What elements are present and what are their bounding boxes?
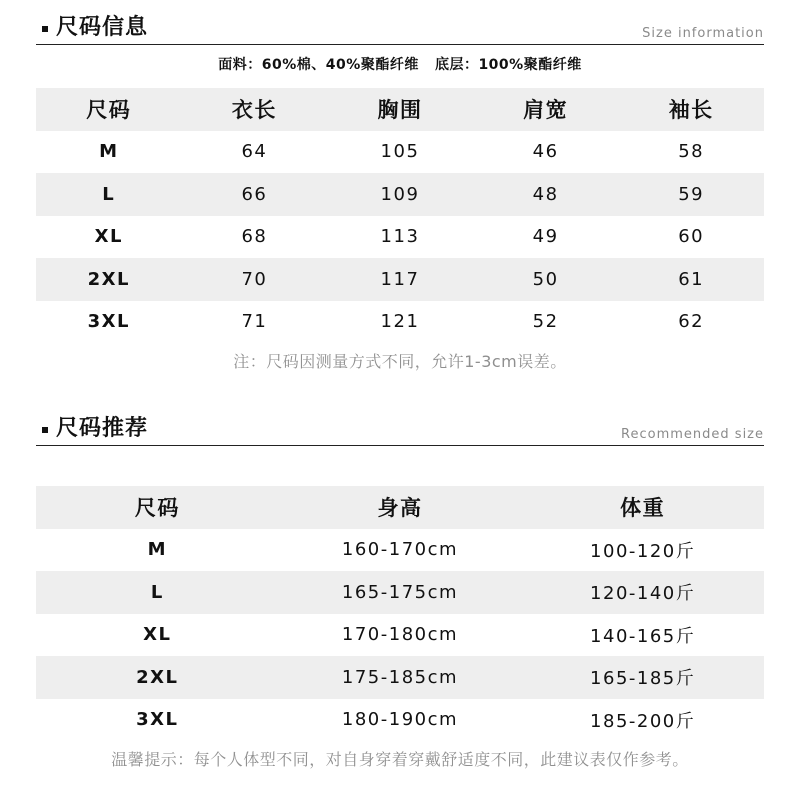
header-sleeve: 袖长 [668,98,714,123]
cell-chest: 109 [380,183,420,205]
cell-sleeve: 62 [678,311,705,333]
cell-size: 3XL [136,709,179,731]
cell-height: 175-185cm [341,666,459,688]
header-shoulder: 肩宽 [523,98,569,123]
cell-length: 70 [241,268,268,290]
header-size: 尺码 [86,98,132,123]
cell-shoulder: 48 [532,183,559,205]
cell-size: M [99,141,119,163]
cell-weight: 120-140斤 [590,583,696,605]
table-row [36,301,764,344]
table-row [36,173,764,216]
cell-length: 71 [241,311,268,333]
cell-sleeve: 59 [678,183,705,205]
cell-chest: 105 [380,141,420,163]
table-row [36,571,764,614]
cell-size: L [150,581,164,603]
size-table [36,88,764,343]
cell-size: 3XL [87,311,130,333]
cell-chest: 121 [380,311,420,333]
cell-height: 165-175cm [341,581,459,603]
cell-sleeve: 58 [678,141,705,163]
recommend-table-header-row [36,486,764,529]
cell-length: 64 [241,141,268,163]
cell-size: XL [143,624,172,646]
recommend-header [36,405,764,446]
size-info-header [36,4,764,45]
cell-chest: 117 [380,268,420,290]
table-row [36,529,764,572]
recommend-section [36,405,764,775]
table-row [36,131,764,174]
cell-size: L [102,183,116,205]
cell-height: 180-190cm [341,709,459,731]
table-row [36,258,764,301]
table-row [36,614,764,657]
size-table-header-row [36,88,764,131]
cell-weight: 165-185斤 [590,668,696,690]
cell-weight: 140-165斤 [590,625,696,647]
size-info-section [36,4,764,377]
header-weight: 体重 [620,496,666,521]
header-height: 身高 [377,496,423,521]
recommend-table [36,486,764,741]
table-row [36,656,764,699]
bullet-icon [42,427,48,433]
cell-chest: 113 [380,226,420,248]
cell-height: 160-170cm [341,539,459,561]
recommend-title-text: 尺码推荐 [56,416,149,441]
cell-size: 2XL [87,268,130,290]
cell-length: 66 [241,183,268,205]
cell-shoulder: 49 [532,226,559,248]
table-row [36,216,764,259]
tip-note: 温馨提示：每个人体型不同，对自身穿着穿戴舒适度不同，此建议表仅作参考。 [111,750,689,769]
table-row [36,699,764,742]
cell-shoulder: 52 [532,311,559,333]
header-length: 衣长 [231,98,277,123]
cell-weight: 100-120斤 [590,540,696,562]
cell-weight: 185-200斤 [590,710,696,732]
cell-sleeve: 60 [678,226,705,248]
cell-size: 2XL [136,666,179,688]
cell-sleeve: 61 [678,268,705,290]
bullet-icon [42,26,48,32]
material-info: 面料：60%棉、40%聚酯纤维 底层：100%聚酯纤维 [218,57,582,73]
cell-size: M [147,539,168,561]
cell-shoulder: 50 [532,268,559,290]
size-info-title [42,14,148,42]
recommend-subtitle: Recommended size [621,427,764,442]
header-chest: 胸围 [377,98,423,123]
size-info-title-text: 尺码信息 [56,15,149,40]
cell-shoulder: 46 [532,141,559,163]
measurement-note: 注：尺码因测量方式不同，允许1-3cm误差。 [233,352,567,371]
header-size: 尺码 [134,496,180,521]
size-info-subtitle: Size information [642,26,764,41]
cell-height: 170-180cm [341,624,459,646]
cell-length: 68 [241,226,268,248]
cell-size: XL [94,226,123,248]
recommend-title [42,415,148,443]
